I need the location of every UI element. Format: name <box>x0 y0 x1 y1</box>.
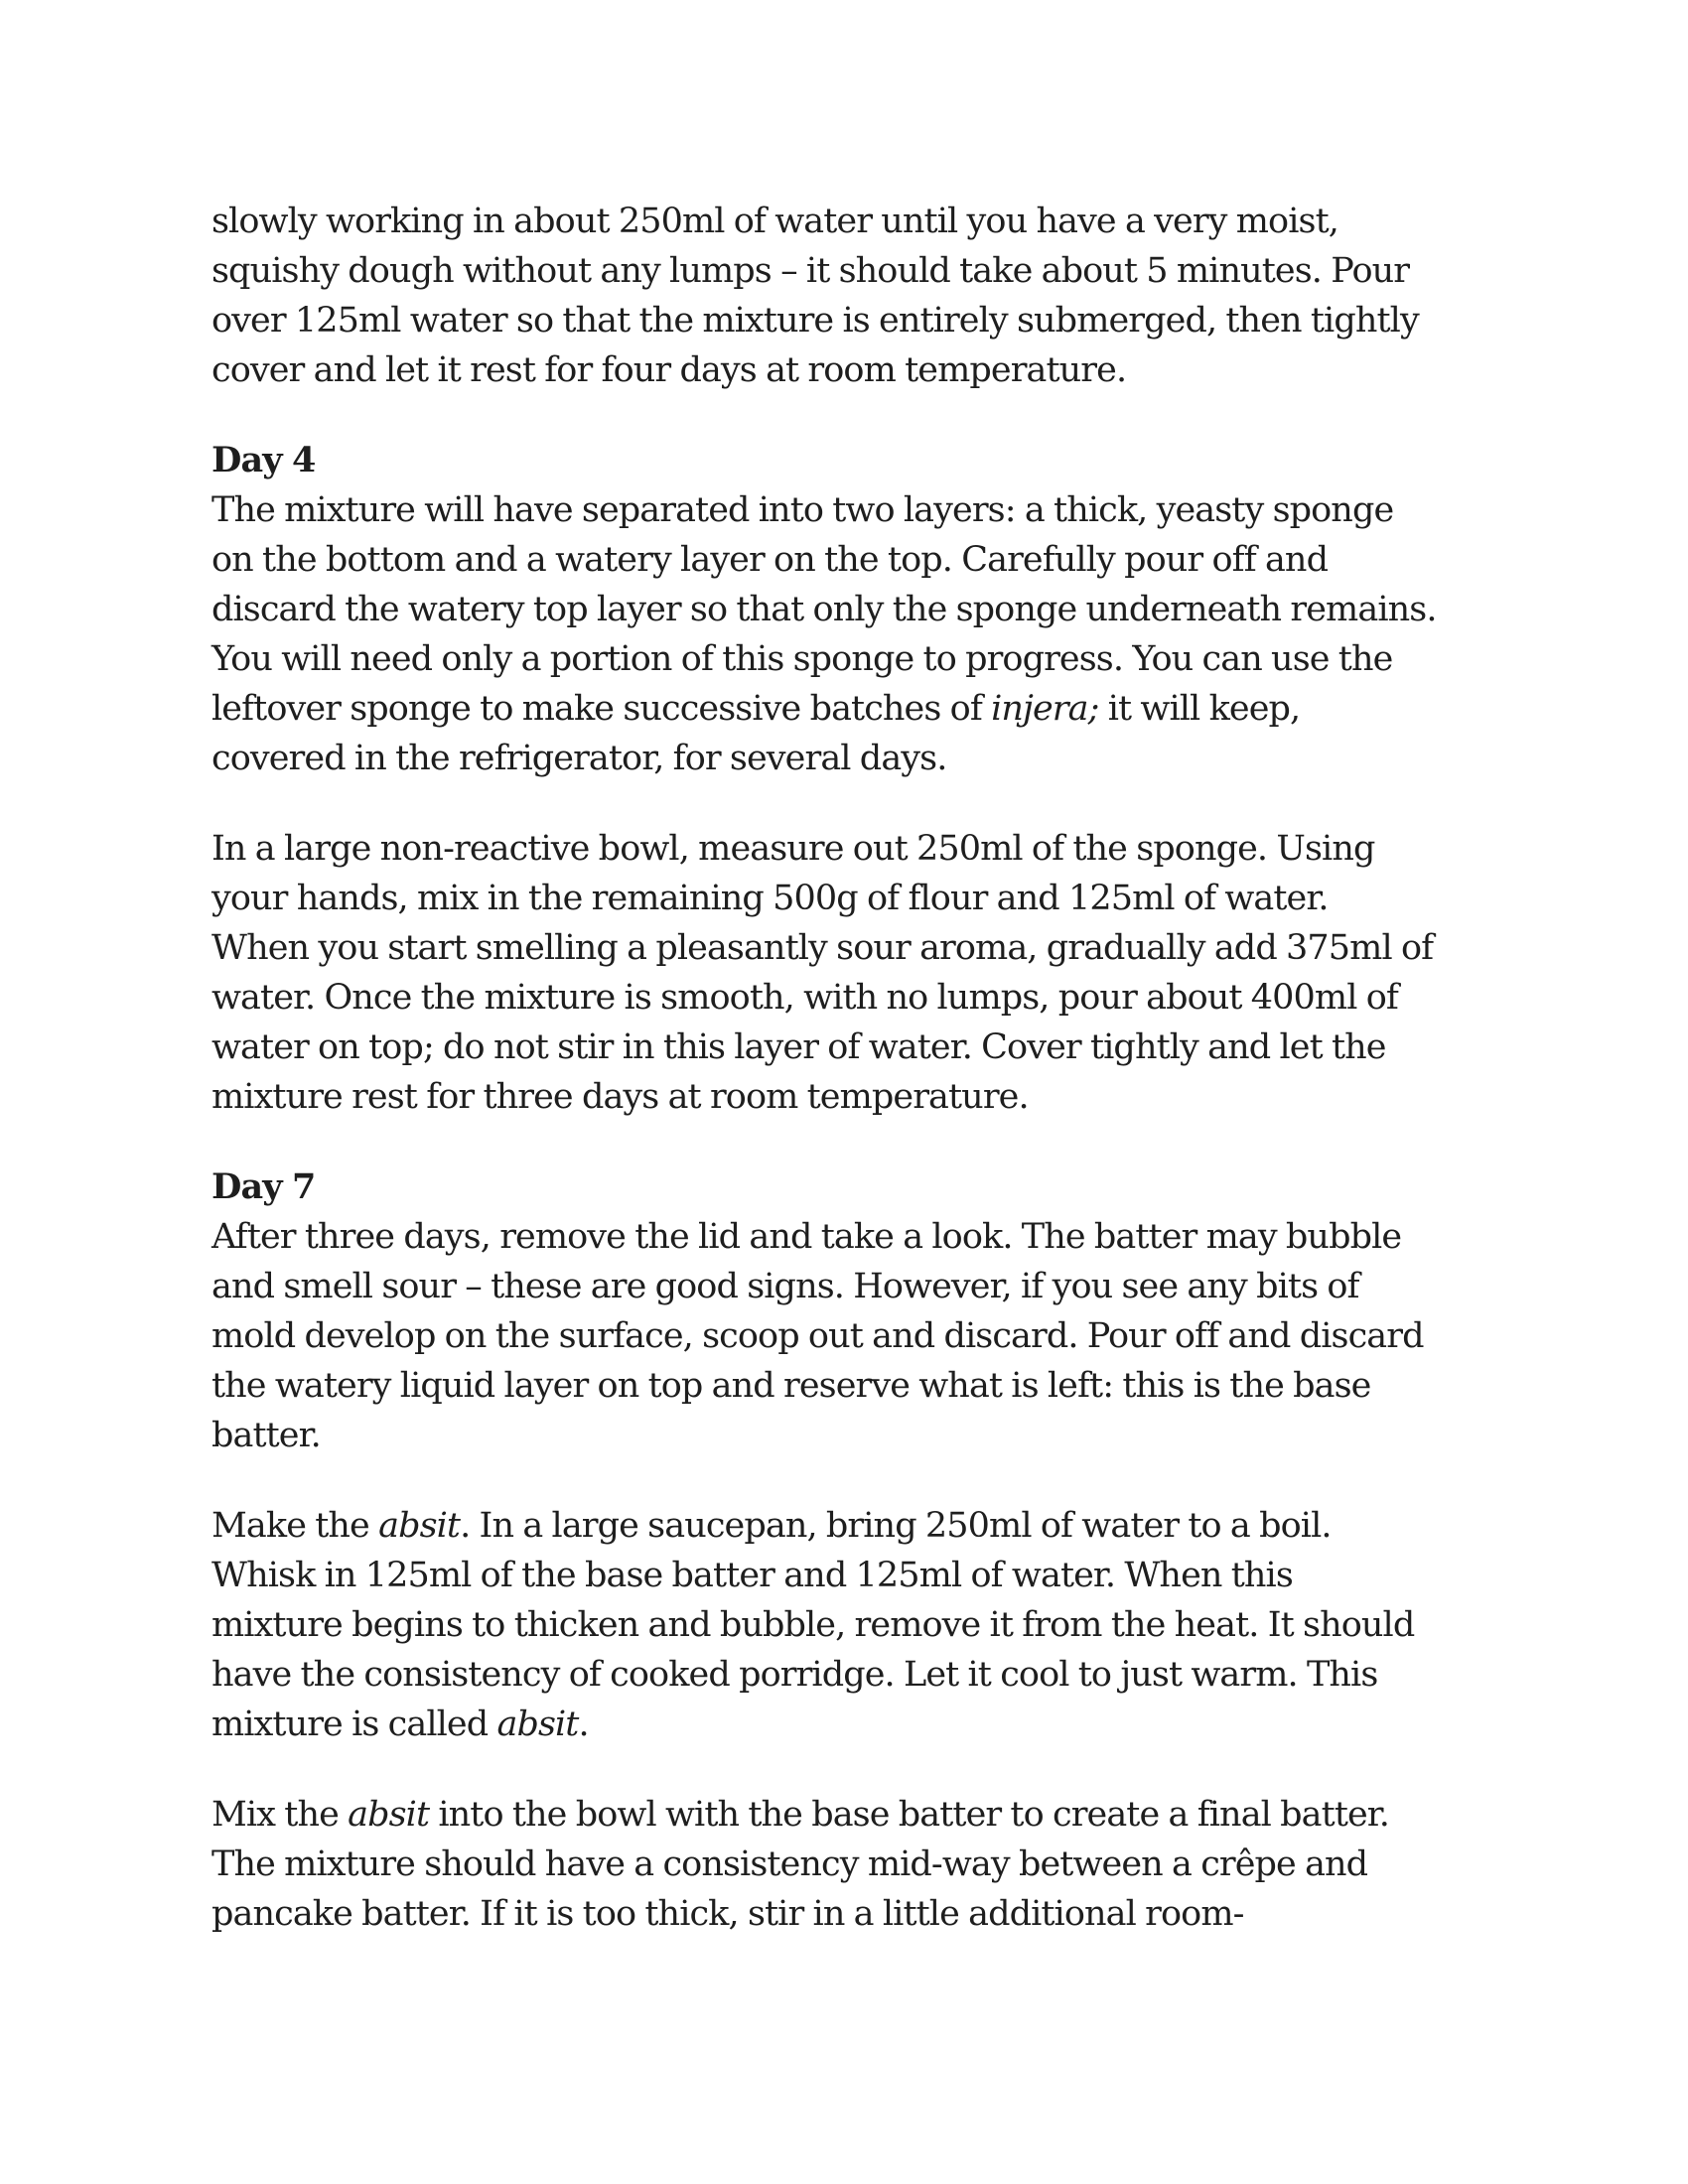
text-run: discard the watery top layer so that only the sponge underneath remains. <box>211 590 1437 629</box>
text-line <box>211 1072 1502 1122</box>
text-line <box>211 634 1502 684</box>
text-line <box>211 345 1502 395</box>
text-run: . <box>578 1705 589 1744</box>
paragraph <box>211 1212 1502 1460</box>
text-line <box>211 1650 1502 1700</box>
text-line <box>211 973 1502 1023</box>
text-run: water. Once the mixture is smooth, with no lumps, pour about 400ml of <box>211 978 1398 1018</box>
text-run: mixture begins to thicken and bubble, remove it from the heat. It should <box>211 1605 1415 1645</box>
text-run: into the bowl with the base batter to create a final batter. <box>429 1795 1390 1835</box>
text-line <box>211 535 1502 585</box>
paragraph <box>211 1790 1502 1939</box>
text-run: mixture rest for three days at room temperature. <box>211 1077 1029 1117</box>
section-heading: Day 4 <box>211 440 316 480</box>
paragraph <box>211 197 1502 395</box>
text-line <box>211 1361 1502 1411</box>
paragraph <box>211 824 1502 1122</box>
italic-term: absit <box>378 1506 461 1546</box>
text-run: mixture is called <box>211 1705 497 1744</box>
text-run: cover and let it rest for four days at room temperature. <box>211 350 1127 390</box>
text-line <box>211 1262 1502 1311</box>
text-run: In a large non-reactive bowl, measure out 250ml of the sponge. Using <box>211 829 1375 869</box>
text-run: You will need only a portion of this sponge to progress. You can use the <box>211 639 1393 679</box>
italic-term: injera; <box>991 689 1099 729</box>
italic-term: absit <box>348 1795 430 1835</box>
text-run: have the consistency of cooked porridge. Let it cool to just warm. This <box>211 1655 1378 1695</box>
text-line <box>211 1700 1502 1749</box>
text-line <box>211 1501 1502 1551</box>
text-line <box>211 824 1502 874</box>
text-line <box>211 1840 1502 1889</box>
paragraph <box>211 485 1502 783</box>
text-run: your hands, mix in the remaining 500g of flour and 125ml of water. <box>211 879 1329 918</box>
text-run: leftover sponge to make successive batches of <box>211 689 992 729</box>
text-run: water on top; do not stir in this layer of water. Cover tightly and let the <box>211 1027 1386 1067</box>
text-run: Mix the <box>211 1795 349 1835</box>
text-run: The mixture will have separated into two layers: a thick, yeasty sponge <box>211 490 1394 530</box>
section-heading: Day 7 <box>211 1166 316 1207</box>
text-run: When you start smelling a pleasantly sour aroma, gradually add 375ml of <box>211 928 1434 968</box>
text-line <box>211 1212 1502 1262</box>
text-line <box>211 197 1502 246</box>
text-run: and smell sour – these are good signs. However, if you see any bits of <box>211 1267 1359 1306</box>
text-line <box>211 1311 1502 1361</box>
text-run: over 125ml water so that the mixture is entirely submerged, then tightly <box>211 301 1419 341</box>
text-line <box>211 734 1502 783</box>
text-run: mold develop on the surface, scoop out and discard. Pour off and discard <box>211 1316 1424 1356</box>
text-line <box>211 1023 1502 1072</box>
text-run: The mixture should have a consistency mid-way between a crêpe and <box>211 1844 1368 1884</box>
text-line <box>211 246 1502 296</box>
text-run: . In a large saucepan, bring 250ml of water to a boil. <box>460 1506 1332 1546</box>
text-line <box>211 684 1502 734</box>
text-line <box>211 585 1502 634</box>
text-run: slowly working in about 250ml of water until you have a very moist, <box>211 202 1338 241</box>
text-line <box>211 1551 1502 1600</box>
text-run: After three days, remove the lid and take a look. The batter may bubble <box>211 1217 1402 1257</box>
paragraph <box>211 1501 1502 1749</box>
text-line <box>211 1889 1502 1939</box>
text-run: Whisk in 125ml of the base batter and 125ml of water. When this <box>211 1556 1293 1595</box>
text-line <box>211 923 1502 973</box>
text-line <box>211 1790 1502 1840</box>
text-line <box>211 296 1502 345</box>
text-run: pancake batter. If it is too thick, stir in a little additional room- <box>211 1894 1244 1934</box>
text-line <box>211 874 1502 923</box>
text-run: squishy dough without any lumps – it should take about 5 minutes. Pour <box>211 251 1410 291</box>
text-line <box>211 1411 1502 1460</box>
text-run: Make the <box>211 1506 379 1546</box>
text-line <box>211 1600 1502 1650</box>
italic-term: absit <box>496 1705 579 1744</box>
text-line <box>211 485 1502 535</box>
text-run: the watery liquid layer on top and reserve what is left: this is the base <box>211 1366 1371 1406</box>
document-page <box>211 197 1502 1979</box>
text-run: covered in the refrigerator, for several days. <box>211 739 947 778</box>
text-run: it will keep, <box>1098 689 1301 729</box>
text-run: batter. <box>211 1416 321 1455</box>
text-run: on the bottom and a watery layer on the top. Carefully pour off and <box>211 540 1329 580</box>
